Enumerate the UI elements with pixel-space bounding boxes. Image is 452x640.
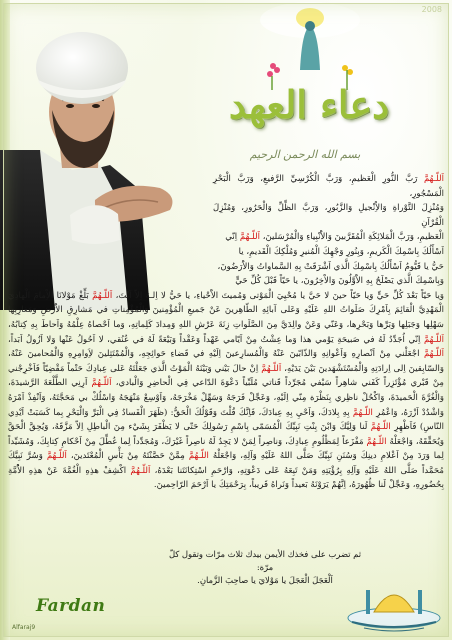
invocation-highlight: اَللّـهُمَّ [92, 290, 113, 301]
prayer-line: وَمُنْزِلَ التَّوْراةِ وَالاِْنْجيلِ وَالزَّبُورِ، وَرَبَّ الظِّلِّ وَالْحَرُورِ، وَمُنْزِلَ الْقُرْآنِ [213, 203, 444, 228]
designer-signature: Fardan [36, 596, 106, 616]
invocation-highlight: اَللّـهُمَّ [239, 232, 260, 243]
prayer-line: اَسْأَلُكَ بِاسْمِكَ الْكَريمِ، وَبِنُورِ وَجْهِكَ الْمُنيرِ وَمُلْكِكَ الْقَديمِ، يا [238, 246, 444, 257]
instruction-line: اَلْعَجَلَ الْعَجَلَ يا مَوْلايَ يا صاحِبَ الزَّمانِ. [197, 575, 333, 585]
prayer-top-block [8, 172, 444, 289]
instruction-line: ثم تضرب على فخذك الأيمن بيدك ثلاث مرّات وتقول كلّ مرّة: [168, 549, 362, 572]
credit-label: Alfaraj9 [12, 624, 36, 631]
prayer-line: حَيُّ يا قَيُّومُ اَسْأَلُكَ بِاسْمِكَ الَّذي اَشْرَقَتْ بِهِ السَّماواتُ وَالاَْرَضُونَ، [217, 261, 444, 272]
invocation-highlight: اَللّـهُمَّ [46, 451, 67, 462]
invocation-highlight: اَللّـهُمَّ [423, 174, 444, 184]
prayer-body: وَيا حَيّاً بَعْدَ كُلِّ حَيٍّ وَيا حَيّاً حينَ لا حَيَّ يا مُحْيِيَ الْمَوْتى وَمُميتَ الاَْحْياءِ، يا حَيُّ لا اِلـهَ اِلاّ اَنْتَ، اَللّـهُمَّ بَلِّغْ مَوْلانَا الاِْمامَ الْهادِيَ الْمَهْدِيَّ الْقائِمَ بِاَمْرِكَ صَلَواتُ اللهِ عَلَيْهِ وَعَلى آبائِهِ الطّاهِرينَ عَنْ جَميعِ الْمُؤْمِنينَ وَالْمُؤْمِناتِ في مَشارِقِ الاَْرْضِ وَمَغارِبِها سَهْلِها وَجَبَلِها وَبَرِّها وَبَحْرِها، وَعَنّي وَعَنْ والِدَيَّ مِنَ الصَّلَواتِ زِنَةَ عَرْشِ اللهِ وَمِدادَ كَلِماتِهِ، وَما اَحْصاهُ عِلْمُهُ وَاَحاطَ بِهِ كِتابُهُ، اَللّـهُمَّ اِنّي اُجَدِّدُ لَهُ في صَبيحَةِ يَوْمي هذا وَما عِشْتُ مِنْ اَيّامي عَهْداً وَعَقْداً وَبَيْعَةً لَهُ في عُنُقي، لا اَحُولُ عَنْها وَلا اَزُولُ اَبَداً، اَللّـهُمَّ اجْعَلْني مِنْ اَنْصارِهِ وَاَعْوانِهِ وَالذّابّينَ عَنْهُ وَالْمُسارِعينَ اِلَيْهِ في قَضاءِ حَوائِجِهِ، وَالْمُمْتَثِلينَ لاَِوامِرِهِ وَالْمُحامينَ عَنْهُ، وَالسّابِقينَ اِلى اِرادَتِهِ وَالْمُسْتَشْهَدينَ بَيْنَ يَدَيْهِ، اَللّـهُمَّ اِنْ حالَ بَيْني وَبَيْنَهُ الْمَوْتُ الَّذي جَعَلْتَهُ عَلى عِبادِكَ حَتْماً مَقْضِيّاً فَاَخْرِجْني مِنْ قَبْري مُؤْتَزِراً كَفَني شاهِراً سَيْفي مُجَرِّداً قَناتي مُلَبِّياً دَعْوَةَ الدّاعي فِي الْحاضِرِ وَالْبادي، اَللّـهُمَّ اَرِنِي الطَّلْعَةَ الرَّشيدَةَ، وَالْغُرَّةَ الْحَميدَةَ، وَاكْحُلْ ناظِري بِنَظْرَة مِنّي اِلَيْهِ، وَعَجِّلْ فَرَجَهُ وَسَهِّلْ مَخْرَجَهُ، وَاَوْسِعْ مَنْهَجَهُ وَاسْلُكْ بي مَحَجَّتَهُ، وَاَنْفِذْ اَمْرَهُ وَاشْدُدْ اَزْرَهُ، وَاعْمُرِ اللّـهُمَّ بِهِ بِلادَكَ، وَاَحْيِ بِهِ عِبادَكَ، فَاِنَّكَ قُلْتَ وَقَوْلُكَ الْحَقُّ: (ظَهَرَ الْفَسادُ فِي الْبَرِّ وَالْبَحْرِ بِما كَسَبَتْ اَيْدِي النّاسِ) فَاَظْهِرِ اللّـهُمَّ لَنا وَلِيَّكَ وَابْنَ بِنْتِ نَبِيِّكَ الْمُسَمّى بِاسْمِ رَسُولِكَ حَتّى لا يَظْفَرَ بِشَيْء مِنَ الْباطِلِ اِلاّ مَزَّقَهُ، وَيُحِقَّ الْحَقَّ وَيُحَقِّقَهُ، وَاجْعَلْهُ اللّـهُمَّ مَفْزَعاً لِمَظْلُومِ عِبادِكَ، وَناصِراً لِمَنْ لا يَجِدُ لَهُ ناصِراً غَيْرَكَ، وَمُجَدِّداً لِما عُطِّلَ مِنْ اَحْكامِ كِتابِكَ، وَمُشَيِّداً لِما وَرَدَ مِنْ اَعْلامِ دينِكَ وَسُنَنِ نَبِيِّكَ صَلَّى اللهُ عَلَيْهِ وَآلِهِ، وَاجْعَلْهُ اللّـهُمَّ مِمَّنْ حَصَّنْتَهُ مِنْ بَأْسِ الْمُعْتَدينَ، اَللّـهُمَّ وَسُرَّ نَبِيَّكَ مُحَمَّداً صَلَّى اللهُ عَلَيْهِ وَآلِهِ بِرُؤْيَتِهِ وَمَنْ تَبِعَهُ عَلى دَعْوَتِهِ، وَارْحَمِ اسْتِكانَتَنا بَعْدَهُ، اَللّـهُمَّ اكْشِفْ هذِهِ الْغُمَّةَ عَنْ هذِهِ الاُْمَّةِ بِحُضُورِهِ، وَعَجِّلْ لَنا ظُهُورَهُ، اِنَّهُمْ يَرَوْنَهُ بَعيداً وَنَراهُ قَريباً، بِرَحْمَتِكَ يا اَرْحَمَ الرّاحِمينَ. [8, 290, 444, 491]
prayer-line: اَللّـهُمَّ رَبَّ النُّورِ الْعَظيمِ، وَرَبَّ الْكُرْسِيِّ الرَّفيعِ، وَرَبَّ الْبَحْرِ الْمَسْجُورِ، [213, 174, 444, 199]
prayer-line: وَبِاسْمِكَ الَّذي يَصْلَحُ بِهِ الاَْوَّلُونَ وَالاْخِرُونَ، يا حَيّاً قَبْلَ كُلِّ حَيٍّ [235, 276, 444, 287]
invocation-highlight: اَللّـهُمَّ [130, 465, 151, 476]
mosque-logo [344, 560, 444, 636]
bismillah-text: بسم الله الرحمن الرحيم [249, 148, 361, 161]
prayer-line: الْعَظيمِ، وَرَبَّ الْمَلائِكَةِ الْمُقَرَّبينَ وَالاَْنْبِياءِ وَالْمُرْسَلينَ، اَللّـهُمَّ اِنّي [225, 232, 444, 243]
invocation-highlight: اللّـهُمَّ [352, 407, 373, 418]
invocation-highlight: اَللّـهُمَّ [91, 378, 112, 389]
invocation-highlight: اَللّـهُمَّ [261, 363, 282, 374]
page-title: دعاء العهد [228, 82, 390, 127]
invocation-highlight: اللّـهُمَّ [188, 451, 209, 462]
invocation-highlight: اللّـهُمَّ [370, 422, 391, 433]
invocation-highlight: اَللّـهُمَّ [423, 349, 444, 360]
prayer-text [8, 158, 444, 558]
instruction-text [160, 548, 370, 587]
year-label: 2008 [421, 5, 442, 14]
invocation-highlight: اللّـهُمَّ [366, 436, 387, 447]
invocation-highlight: اَللّـهُمَّ [423, 334, 444, 345]
shrine-figure-art [250, 0, 370, 95]
